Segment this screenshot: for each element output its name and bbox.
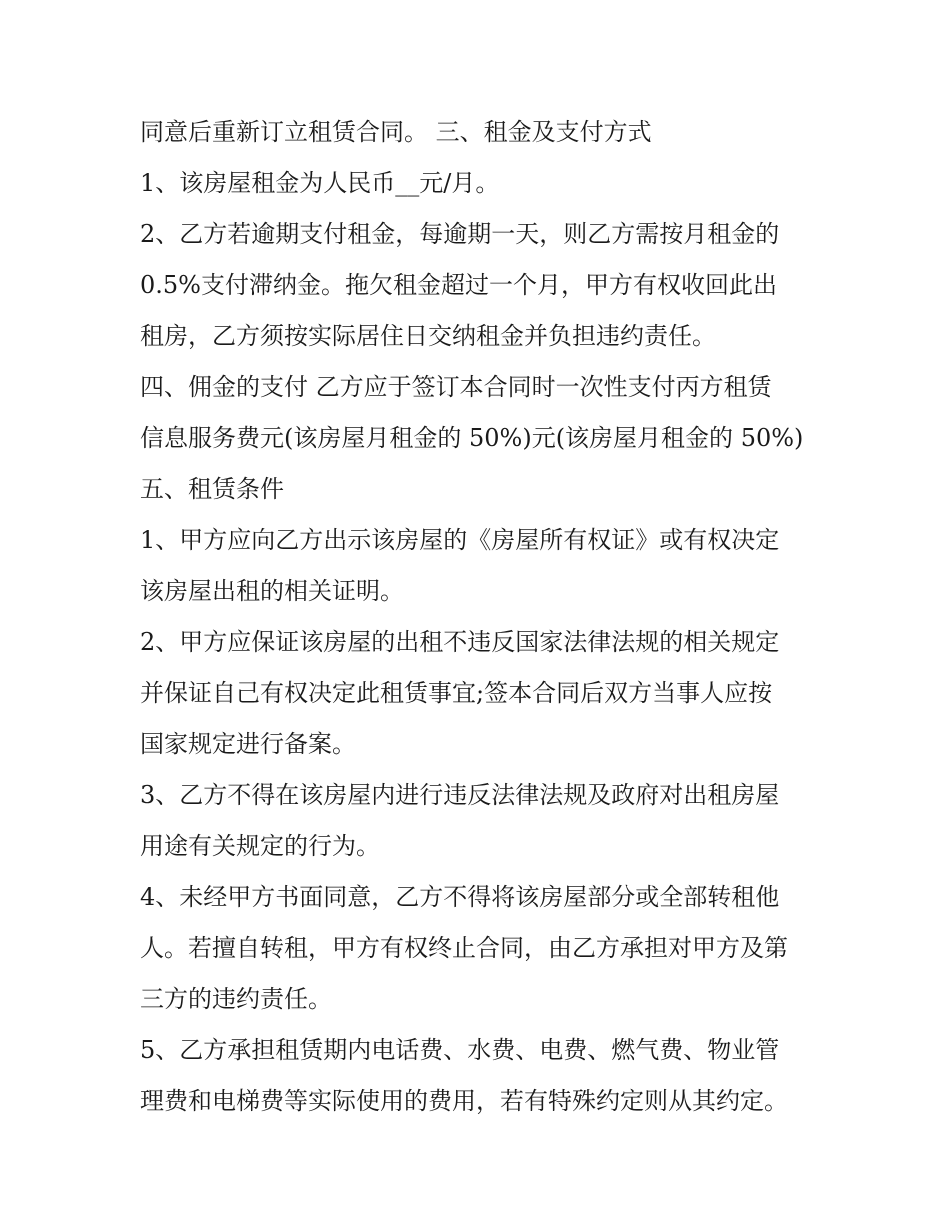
text-line: 0.5%支付滞纳金。拖欠租金超过一个月，甲方有权收回此出 bbox=[140, 271, 777, 299]
text-line: 信息服务费元(该房屋月租金的 50%)元(该房屋月租金的 50%) bbox=[140, 424, 804, 452]
text-line: 4、未经甲方书面同意，乙方不得将该房屋部分或全部转租他 bbox=[140, 883, 780, 911]
text-line: 该房屋出租的相关证明。 bbox=[140, 577, 404, 605]
text-line: 3、乙方不得在该房屋内进行违反法律法规及政府对出租房屋 bbox=[140, 781, 780, 809]
contract-body-text bbox=[140, 107, 820, 1127]
text-line: 三方的违约责任。 bbox=[140, 985, 332, 1013]
text-line: 用途有关规定的行为。 bbox=[140, 832, 380, 860]
text-line: 1、甲方应向乙方出示该房屋的《房屋所有权证》或有权决定 bbox=[140, 526, 780, 554]
text-line: 5、乙方承担租赁期内电话费、水费、电费、燃气费、物业管 bbox=[140, 1036, 780, 1064]
text-line: 1、该房屋租金为人民币__元/月。 bbox=[140, 169, 500, 197]
text-line: 人。若擅自转租，甲方有权终止合同，由乙方承担对甲方及第 bbox=[140, 934, 788, 962]
text-line: 国家规定进行备案。 bbox=[140, 730, 356, 758]
text-line: 四、佣金的支付 乙方应于签订本合同时一次性支付丙方租赁 bbox=[140, 373, 772, 401]
text-line: 2、甲方应保证该房屋的出租不违反国家法律法规的相关规定 bbox=[140, 628, 780, 656]
text-line: 理费和电梯费等实际使用的费用，若有特殊约定则从其约定。 bbox=[140, 1087, 788, 1115]
text-line: 租房，乙方须按实际居住日交纳租金并负担违约责任。 bbox=[140, 322, 716, 350]
text-line: 同意后重新订立租赁合同。 三、租金及支付方式 bbox=[140, 118, 652, 146]
text-line: 并保证自己有权决定此租赁事宜;签本合同后双方当事人应按 bbox=[140, 679, 773, 707]
text-line: 2、乙方若逾期支付租金，每逾期一天，则乙方需按月租金的 bbox=[140, 220, 780, 248]
section-heading: 五、租赁条件 bbox=[140, 475, 284, 503]
